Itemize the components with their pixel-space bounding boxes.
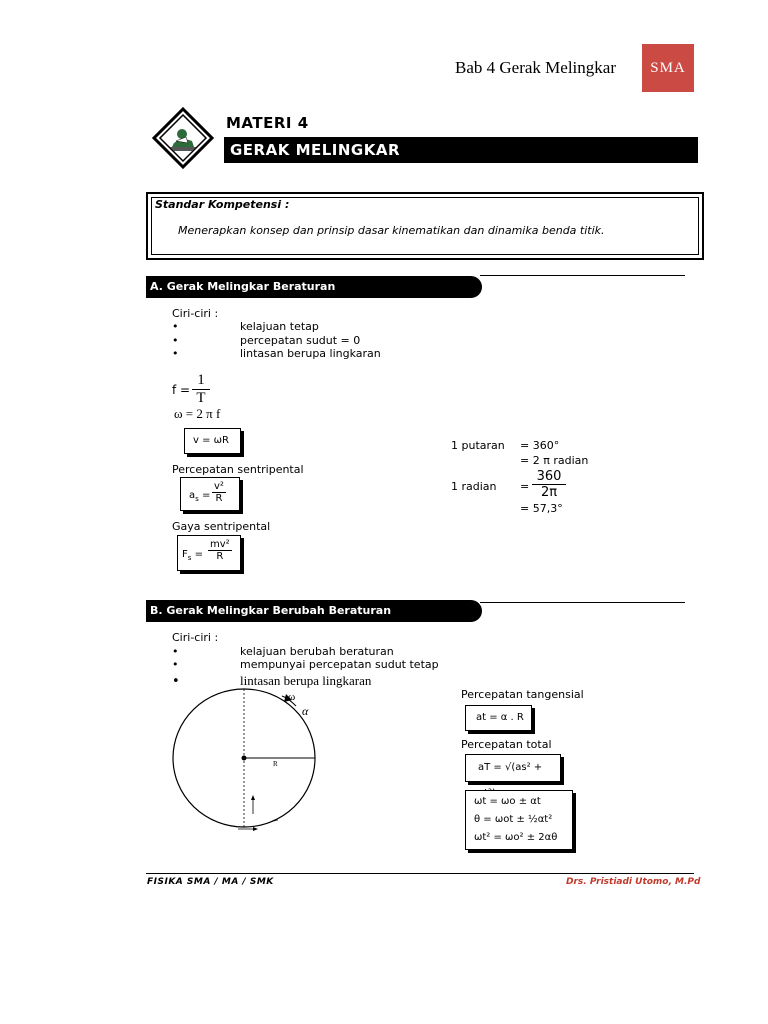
- equation-angle: θ = ωot ± ½αt²: [474, 814, 553, 825]
- formula-v-box: [184, 428, 241, 454]
- formula-as-fraction: $\frac{\text{v²}}{R}$: [214, 481, 224, 504]
- radian-label: 1 radian: [451, 480, 497, 493]
- radian-eq: =: [520, 480, 530, 493]
- formula-at: at = α . R: [476, 712, 524, 723]
- radian-value: = 57,3°: [520, 502, 563, 515]
- bullet-dot: •: [172, 674, 180, 689]
- list-item: lintasan berupa lingkaran: [240, 673, 372, 688]
- footer-subject: FISIKA SMA / MA / SMK: [147, 877, 274, 887]
- footer-rule: [146, 873, 694, 874]
- materi-title: GERAK MELINGKAR: [224, 137, 698, 163]
- diagram-alpha: α: [302, 704, 309, 718]
- section-a-ciri-label: Ciri-ciri :: [172, 307, 219, 320]
- level-badge: SMA: [642, 44, 694, 92]
- formula-at-box: [465, 705, 532, 731]
- formula-f-den: T: [196, 390, 206, 406]
- formula-aT: aT = √(as² +: [478, 762, 543, 773]
- formula-as-lhs: $a_s$ =: [189, 490, 211, 503]
- bullet-dot: •: [172, 334, 179, 347]
- formula-omega: ω = 2 π f: [174, 406, 221, 421]
- gaya-label: Gaya sentripental: [172, 520, 271, 533]
- formula-f-fraction: [192, 372, 210, 407]
- diagram-omega: ω: [288, 691, 296, 703]
- putaran-value-rad: = 2 π radian: [520, 454, 589, 467]
- section-b-ciri-label: Ciri-ciri :: [172, 631, 219, 644]
- reader-logo-icon: [152, 107, 214, 169]
- formula-v: v = ωR: [193, 435, 229, 446]
- kinematics-equations-box: [465, 790, 573, 850]
- formula-fs-box: [177, 535, 241, 571]
- list-item: percepatan sudut = 0: [240, 334, 361, 347]
- formula-fs-lhs: $F_s$ =: [182, 549, 203, 562]
- sentripental-label: Percepatan sentripental: [172, 463, 304, 476]
- bullet-dot: •: [172, 645, 179, 658]
- bullet-dot: •: [172, 320, 179, 333]
- section-a-heading: A. Gerak Melingkar Beraturan: [146, 276, 482, 298]
- formula-aT-box: [465, 754, 561, 782]
- diagram-radius: R: [273, 760, 278, 768]
- standar-kompetensi-text: Menerapkan konsep dan prinsip dasar kinematikan dan dinamika benda titik.: [178, 224, 605, 237]
- equation-velocity-squared: ωt² = ωo² ± 2αθ: [474, 832, 558, 843]
- formula-fs-fraction: $\frac{\text{mv²}}{R}$: [210, 539, 230, 562]
- radian-fraction: [532, 469, 566, 500]
- radian-num: 360: [532, 469, 566, 485]
- footer-author: Drs. Pristiadi Utomo, M.Pd: [566, 877, 701, 887]
- list-item: lintasan berupa lingkaran: [240, 347, 381, 360]
- formula-f-num: 1: [192, 372, 210, 390]
- list-item: mempunyai percepatan sudut tetap: [240, 658, 439, 671]
- total-label: Percepatan total: [461, 738, 552, 751]
- list-item: kelajuan berubah beraturan: [240, 645, 394, 658]
- section-a-rule: [480, 275, 685, 276]
- list-item: kelajuan tetap: [240, 320, 319, 333]
- materi-label: MATERI 4: [226, 114, 309, 132]
- bullet-dot: •: [172, 347, 179, 360]
- section-b-rule: [480, 602, 685, 603]
- radian-den: 2π: [540, 485, 558, 500]
- formula-f-lhs: f =: [172, 383, 191, 397]
- equation-angular-velocity: ωt = ωo ± αt: [474, 796, 541, 807]
- formula-as-box: [180, 477, 240, 511]
- putaran-label: 1 putaran: [451, 439, 505, 452]
- tangensial-label: Percepatan tangensial: [461, 688, 584, 701]
- standar-kompetensi-title: Standar Kompetensi :: [155, 198, 290, 211]
- bullet-dot: •: [172, 658, 179, 671]
- chapter-title: Bab 4 Gerak Melingkar: [455, 58, 616, 77]
- putaran-value-deg: = 360°: [520, 439, 560, 452]
- section-b-heading: B. Gerak Melingkar Berubah Beraturan: [146, 600, 482, 622]
